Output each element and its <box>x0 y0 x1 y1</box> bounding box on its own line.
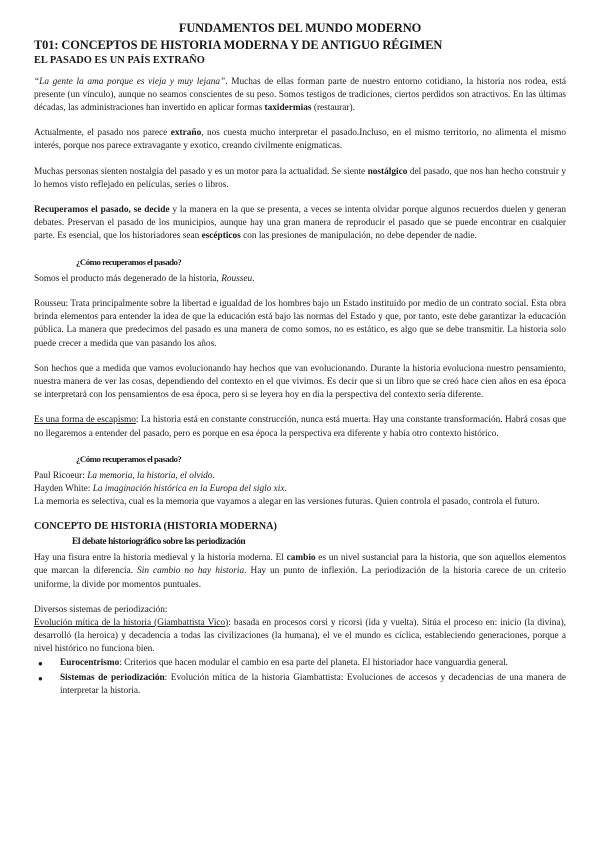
paragraph-5: Somos el producto más degenerado de la historia, Rousseu. <box>34 273 255 284</box>
document-title: FUNDAMENTOS DEL MUNDO MODERNO <box>178 21 422 35</box>
paragraph-4: Recuperamos el pasado, se decide y la manera en la que se presenta, a veces se intenta olvidar porque algunos recuerdos duelen y generan debates. Preservan el pasado de los municipios, aunque hay una gran manera de reproducir el pasado que se puede encontrar en cualquier parte. Es esencial, que los historiadores sean escépticos con las presiones de manipulación, no debe depender de nadie. <box>34 205 566 242</box>
paragraph-2: Actualmente, el pasado nos parece extraño, nos cuesta mucho interpretar el pasado.Incluso, en el mismo territorio, no alimenta el mismo interés, porque nos parece extravagante y exotico, creando civilmente enigmaticas. <box>34 128 566 152</box>
heading-concepto-historia: CONCEPTO DE HISTORIA (HISTORIA MODERNA) <box>34 520 277 532</box>
bullet-list <box>34 657 566 699</box>
paragraph-3: Muchas personas sienten nostalgia del pasado y es un motor para la actualidad. Se siente nostálgico del pasado, que nos han hecho construir y lo hemos visto reflejado en películas, series o libros. <box>34 166 566 190</box>
paragraph-1: “La gente la ama porque es vieja y muy lejana”. Muchas de ellas forman parte de nuestro entorno cotidiano, la historia nos rodea, está presente (un vínculo), aunque no seamos conscientes de su peso. Somos testigos de tradiciones, ciertos perdidos son atractivos. En las últimas décadas, las administraciones han invertido en aplicar formas taxidermias (restaurar). <box>34 76 566 114</box>
paragraph-8: Es una forma de escapismo: La historia está en constante construcción, nunca está muerta. Hay una constante transformación. Habrá cosas que no llegaremos a entender del pasado, pero es porque en esa época la perspectiva era diferente y había otro contexto histórico. <box>34 415 567 439</box>
paragraph-6: Rousseu: Trata principalmente sobre la libertad e igualdad de los hombres bajo un Estado instituido por medio de un contrato social. Esta obra brinda elementos para entender la idea de que la educación está bajo las normas del Estado y que, por tanto, este debe garantizar la educación pública. La manera que predecimos del pasado es una manera de como somos, no es estático, es algo que se debe transmitir. La historia solo puede crecer a medida que van pasando los años. <box>34 299 566 349</box>
bullet-item-eurocentrismo: ● Eurocentrismo: Criterios que hacen modular el cambio en esa parte del planeta. El historiador hace vanguardia general. <box>60 657 566 670</box>
periodizacion-intro: Diversos sistemas de periodización: <box>34 604 168 615</box>
question-heading-2: ¿Cómo recuperamos el pasado? <box>76 453 182 464</box>
paragraph-vico: Evolución mítica de la historia (Giambattista Vico): basada en procesos corsi y ricorsi (ida y vuelta). Sitúa el proceso en: inicio (la divina), desarrolló (la heroica) y decadencia a todas las civilizaciones (la humana), el ve el mundo es cíclica, estableciendo generaciones, porque a nivel histórico no funciona bien. <box>34 617 566 655</box>
memory-sentence: La memoria es selectiva, cual es la memoria que vayamos a alegar en las versiones futuras. Quien controla el pasado, controla el futuro. <box>34 497 540 508</box>
bullet-item-sistemas: ● Sistemas de periodización: Evolución mítica de la historia Giambattista: Evoluciones de accesos y decadencias de una manera de interpretar la historia. <box>60 672 566 698</box>
quote-text: “La gente la ama porque es vieja y muy lejana” <box>34 76 226 87</box>
paragraph-9: Hay una fisura entre la historia medieval y la historia moderna. El cambio es un nivel sustancial para la historia, que son aquellos elementos que marcan la diferencia. Sin cambio no hay historia. Hay un punto de inflexión. La periodización de la historia carece de un criterio uniforme, la divide por momentos puntuales. <box>34 553 566 590</box>
paragraph-7: Son hechos que a medida que vamos evolucionando hay hechos que van evolucionando. Durante la historia evoluciona nuestro pensamiento, nuestra manera de ver las cosas, dependiendo del contexto en el que vivimos. Es decir que si un libro que se creó hace cien años en esa época se interpretará con los pensamientos de esa época, pero si se leyera hoy en día la perspectiva del contexto sería diferente. <box>34 363 566 401</box>
heading-debate: El debate historiográfico sobre las periodización <box>72 536 246 547</box>
heading-pasado: EL PASADO ES UN PAÍS EXTRAÑO <box>34 55 205 67</box>
question-heading-1: ¿Cómo recuperamos el pasado? <box>76 256 182 267</box>
reference-white: Hayden White: La imaginación histórica en la Europa del siglo xix. <box>34 484 287 495</box>
reference-ricoeur: Paul Ricoeur: La memoria, la historia, el olvido. <box>34 471 215 482</box>
heading-t01: T01: CONCEPTOS DE HISTORIA MODERNA Y DE ANTIGUO RÉGIMEN <box>34 38 443 53</box>
